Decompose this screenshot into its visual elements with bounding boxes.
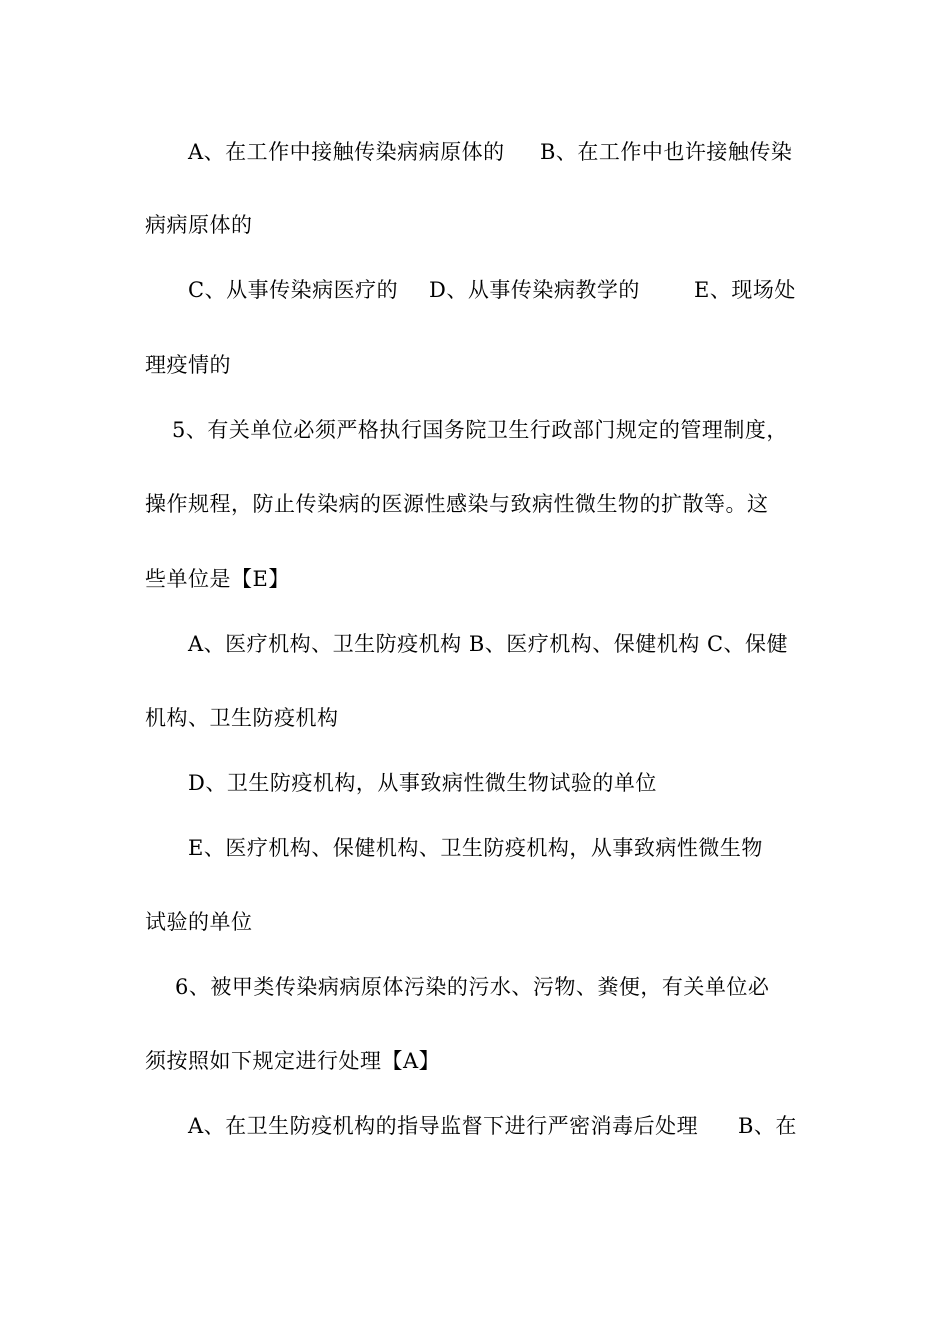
question-line: [145, 490, 769, 518]
option-e-text: E、现场处: [694, 278, 796, 302]
option-b-continuation: 病病原体的: [145, 213, 253, 237]
option-c-continuation: 机构、卫生防疫机构: [145, 706, 339, 730]
option-line: [188, 769, 657, 797]
option-line: [188, 630, 788, 658]
continuation-line: [145, 704, 339, 732]
option-b-text: B、在: [738, 1114, 797, 1138]
question-line: [172, 416, 788, 444]
option-d-text: D、从事传染病教学的: [429, 278, 640, 302]
option-a-text: A、在工作中接触传染病病原体的: [188, 140, 505, 164]
options-abc-text: A、医疗机构、卫生防疫机构 B、医疗机构、保健机构 C、保健: [188, 632, 789, 656]
question-6-text: 6、被甲类传染病病原体污染的污水、污物、粪便，有关单位必: [175, 975, 770, 999]
question-line: [145, 1047, 440, 1075]
option-e-continuation: 试验的单位: [145, 910, 253, 934]
option-line: [188, 1112, 797, 1140]
question-5-continuation: 操作规程，防止传染病的医源性感染与致病性微生物的扩散等。这: [145, 492, 769, 516]
question-5-text: 5、有关单位必须严格执行国务院卫生行政部门规定的管理制度，: [172, 418, 788, 442]
continuation-line: [145, 351, 231, 379]
continuation-line: [145, 211, 253, 239]
option-line: [188, 834, 763, 862]
option-line: [188, 138, 793, 166]
option-d-text: D、卫生防疫机构，从事致病性微生物试验的单位: [188, 771, 657, 795]
option-a-text: A、在卫生防疫机构的指导监督下进行严密消毒后处理: [188, 1114, 699, 1138]
option-e-continuation: 理疫情的: [145, 353, 231, 377]
question-5-answer: 些单位是【E】: [145, 567, 290, 591]
question-6-answer: 须按照如下规定进行处理【A】: [145, 1049, 441, 1073]
option-line: [188, 276, 796, 304]
question-line: [145, 565, 290, 593]
option-b-text: B、在工作中也许接触传染: [540, 140, 793, 164]
option-e-text: E、医疗机构、保健机构、卫生防疫机构，从事致病性微生物: [188, 836, 763, 860]
question-line: [175, 973, 769, 1001]
continuation-line: [145, 908, 253, 936]
option-c-text: C、从事传染病医疗的: [188, 278, 399, 302]
